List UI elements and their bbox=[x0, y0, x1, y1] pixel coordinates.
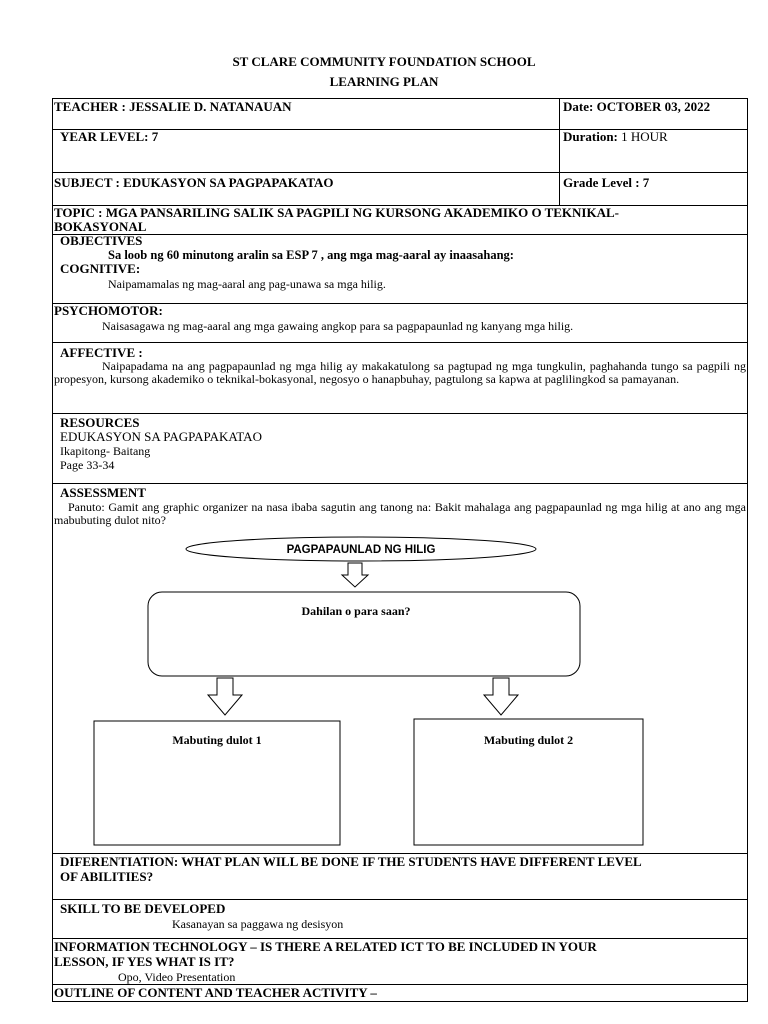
benefit-2-label: Mabuting dulot 2 bbox=[483, 733, 574, 747]
grade-level-label: Grade Level : bbox=[563, 175, 640, 190]
resources-grade: Ikapitong- Baitang bbox=[60, 444, 151, 458]
down-arrow-icon bbox=[484, 678, 518, 715]
year-level: YEAR LEVEL: 7 bbox=[60, 129, 159, 144]
teacher-name: TEACHER : JESSALIE D. NATANAUAN bbox=[54, 99, 292, 114]
ict-line-1: INFORMATION TECHNOLOGY – IS THERE A RELATED ICT TO BE INCLUDED IN YOUR bbox=[54, 939, 597, 954]
skill-value: Kasanayan sa paggawa ng desisyon bbox=[172, 917, 344, 931]
down-arrow-icon bbox=[208, 678, 242, 715]
down-arrow-icon bbox=[342, 563, 368, 587]
school-name: ST CLARE COMMUNITY FOUNDATION SCHOOL bbox=[232, 54, 536, 69]
affective-heading: AFFECTIVE : bbox=[60, 345, 143, 360]
reason-label: Dahilan o para saan? bbox=[301, 604, 411, 618]
assessment-heading: ASSESSMENT bbox=[60, 485, 146, 500]
resources-book: EDUKASYON SA PAGPAPAKATAO bbox=[60, 429, 262, 444]
cognitive-heading: COGNITIVE: bbox=[60, 261, 141, 276]
resources-heading: RESOURCES bbox=[60, 415, 140, 430]
benefit-1-label: Mabuting dulot 1 bbox=[172, 733, 262, 747]
cognitive-text: Naipamamalas ng mag-aaral ang pag-unawa sa mga hilig. bbox=[108, 277, 386, 291]
topic-line-1: TOPIC : MGA PANSARILING SALIK SA PAGPILI NG KURSONG AKADEMIKO O TEKNIKAL- bbox=[54, 205, 619, 220]
topic-line-2: BOKASYONAL bbox=[54, 219, 147, 234]
skill-heading: SKILL TO BE DEVELOPED bbox=[60, 901, 226, 916]
assessment-instruction: Panuto: Gamit ang graphic organizer na nasa ibaba sagutin ang tanong na: Bakit mahalaga ang pagpapaunlad ng mga hilig at ano ang mga mabubuting dulot nito? bbox=[54, 500, 746, 527]
ict-answer: Opo, Video Presentation bbox=[118, 970, 236, 984]
document-title: LEARNING PLAN bbox=[329, 74, 439, 89]
date-value: OCTOBER 03, 2022 bbox=[596, 99, 711, 114]
affective-text: Naipapadama na ang pagpapaunlad ng mga hilig ay makakatulong sa pagtupad ng mga tungkulin, paghahanda tungo sa pagpili ng propesyon, kursong akademiko o teknikal-bokasyonal, negosyo o hanapbuhay, pagtulong sa kapwa at paglilingkod sa pamayanan. bbox=[54, 359, 746, 386]
ict-line-2: LESSON, IF YES WHAT IS IT? bbox=[54, 954, 235, 969]
resources-pages: Page 33-34 bbox=[60, 458, 115, 472]
differentiation-line-1: DIFERENTIATION: WHAT PLAN WILL BE DONE IF THE STUDENTS HAVE DIFFERENT LEVEL bbox=[60, 854, 642, 869]
outline-heading: OUTLINE OF CONTENT AND TEACHER ACTIVITY – bbox=[54, 985, 377, 1000]
subject: SUBJECT : EDUKASYON SA PAGPAPAKATAO bbox=[54, 175, 334, 190]
duration-value: 1 HOUR bbox=[621, 129, 668, 144]
psychomotor-text: Naisasagawa ng mag-aaral ang mga gawaing angkop para sa pagpapaunlad ng kanyang mga hilig. bbox=[102, 319, 574, 333]
date-label: Date: bbox=[563, 99, 594, 114]
objectives-heading: OBJECTIVES bbox=[60, 233, 143, 248]
duration-label: Duration: bbox=[563, 129, 618, 144]
organizer-title: PAGPAPAUNLAD NG HILIG bbox=[286, 544, 436, 556]
differentiation-line-2: OF ABILITIES? bbox=[60, 869, 154, 884]
objectives-intro: Sa loob ng 60 minutong aralin sa ESP 7 , ang mga mag-aaral ay inaasahang: bbox=[108, 248, 514, 262]
psychomotor-heading: PSYCHOMOTOR: bbox=[54, 303, 163, 318]
grade-level-value: 7 bbox=[642, 175, 650, 190]
